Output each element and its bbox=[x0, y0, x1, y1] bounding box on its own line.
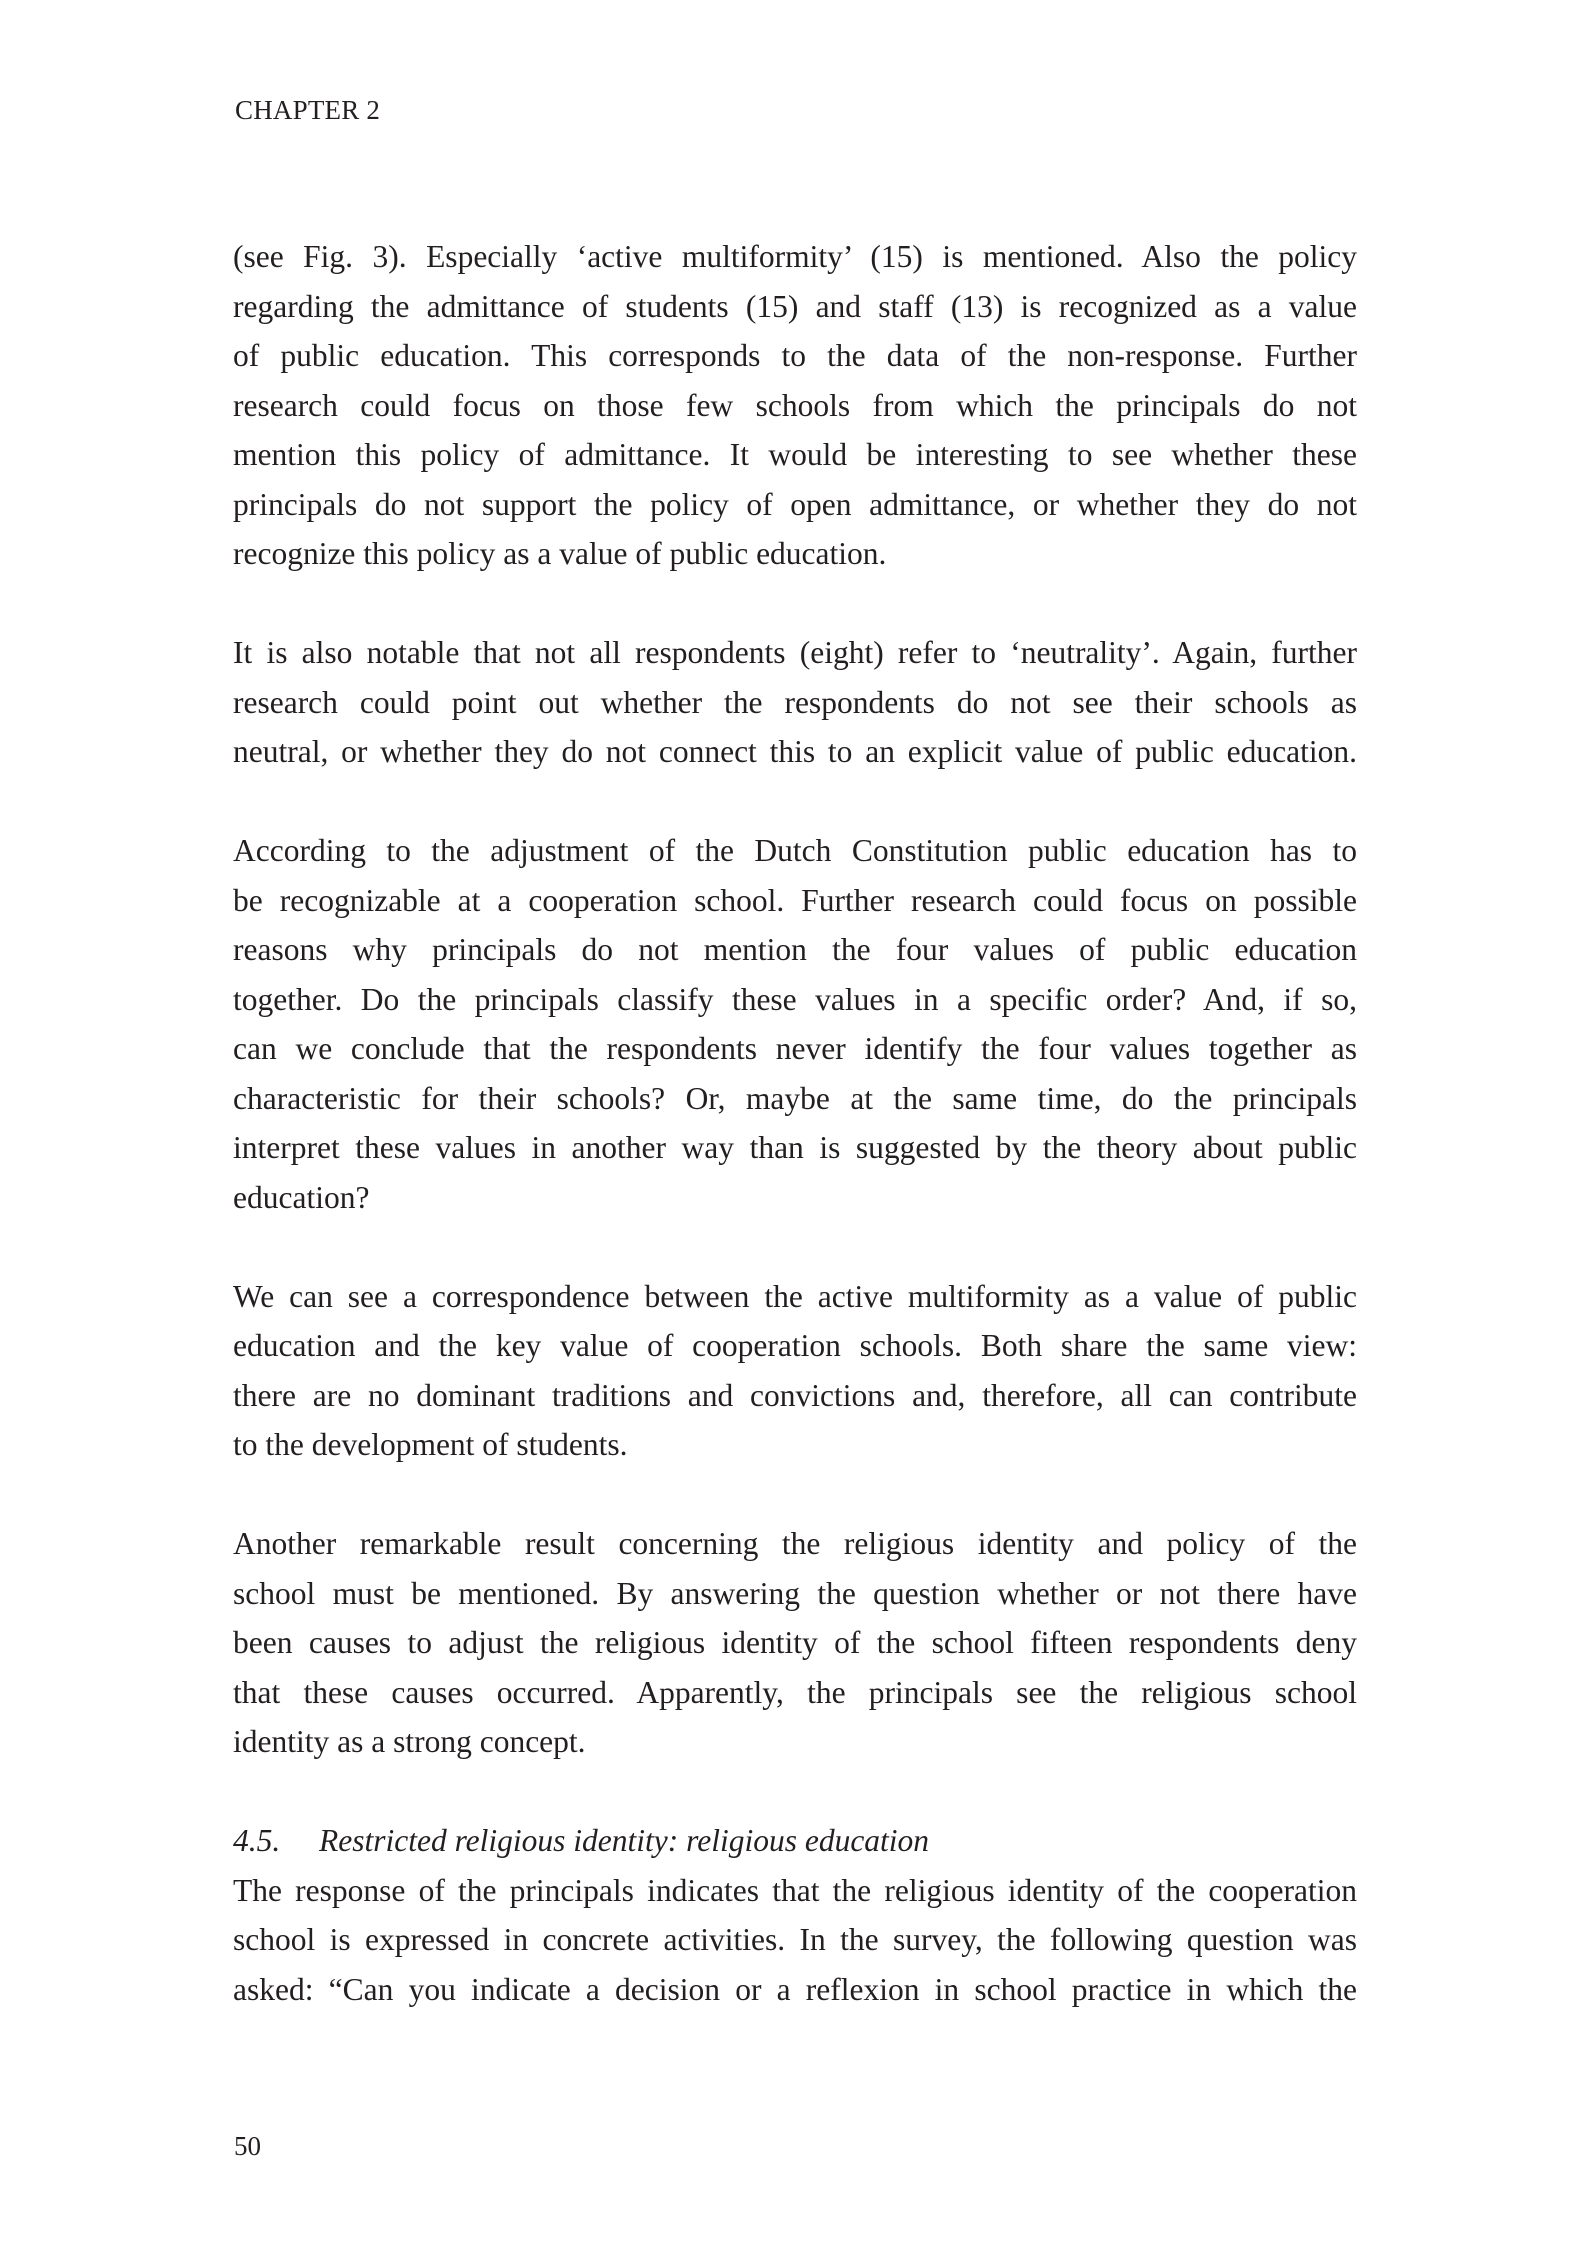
text-line: According to the adjustment of the Dutch Constitution public education has to bbox=[233, 833, 1357, 868]
text-line: recognize this policy as a value of public education. bbox=[233, 536, 887, 571]
text-line: been causes to adjust the religious identity of the school fifteen respondents deny bbox=[233, 1625, 1357, 1660]
paragraph-3 bbox=[233, 826, 1357, 1222]
text-line: neutral, or whether they do not connect this to an explicit value of public education. bbox=[233, 734, 1357, 769]
text-line: principals do not support the policy of open admittance, or whether they do not bbox=[233, 486, 1357, 522]
text-line: Another remarkable result concerning the religious identity and policy of the bbox=[233, 1526, 1357, 1561]
page-number: 50 bbox=[234, 2131, 261, 2161]
section-heading bbox=[233, 1816, 1357, 1866]
paragraph-5 bbox=[233, 1519, 1357, 1767]
text-line: that these causes occurred. Apparently, the principals see the religious school bbox=[233, 1674, 1357, 1710]
running-head-chapter: CHAPTER 2 bbox=[235, 95, 381, 125]
text-line: reasons why principals do not mention the four values of public education bbox=[233, 932, 1357, 967]
text-line: research could point out whether the respondents do not see their schools as bbox=[233, 684, 1357, 720]
paragraph-4 bbox=[233, 1272, 1357, 1470]
section-4-5 bbox=[233, 1816, 1357, 2014]
body-text bbox=[233, 232, 1357, 2014]
text-line: to the development of students. bbox=[233, 1427, 628, 1462]
text-line: education and the key value of cooperation schools. Both share the same view: bbox=[233, 1328, 1357, 1363]
text-line: regarding the admittance of students (15) and staff (13) is recognized as a value bbox=[233, 288, 1357, 324]
text-line: school must be mentioned. By answering the question whether or not there have bbox=[233, 1575, 1357, 1611]
text-line: mention this policy of admittance. It would be interesting to see whether these bbox=[233, 437, 1357, 472]
text-line: education? bbox=[233, 1179, 370, 1215]
paragraph-1 bbox=[233, 232, 1357, 579]
text-line: of public education. This corresponds to the data of the non-response. Further bbox=[233, 338, 1357, 373]
text-line: together. Do the principals classify these values in a specific order? And, if so, bbox=[233, 981, 1357, 1017]
text-line: can we conclude that the respondents never identify the four values together as bbox=[233, 1031, 1357, 1066]
section-number: 4.5. bbox=[233, 1823, 281, 1858]
text-line: The response of the principals indicates that the religious identity of the cooperation bbox=[233, 1872, 1357, 1908]
text-line: asked: “Can you indicate a decision or a reflexion in school practice in which the bbox=[233, 1971, 1357, 2007]
text-line: It is also notable that not all respondents (eight) refer to ‘neutrality’. Again, further bbox=[233, 635, 1357, 670]
text-line: We can see a correspondence between the active multiformity as a value of public bbox=[233, 1278, 1357, 1314]
text-line: school is expressed in concrete activities. In the survey, the following question was bbox=[233, 1922, 1357, 1957]
text-line: there are no dominant traditions and convictions and, therefore, all can contribute bbox=[233, 1377, 1357, 1413]
text-line: interpret these values in another way than is suggested by the theory about public bbox=[233, 1130, 1357, 1165]
text-line: be recognizable at a cooperation school. Further research could focus on possible bbox=[233, 882, 1357, 918]
text-line: (see Fig. 3). Especially ‘active multiformity’ (15) is mentioned. Also the policy bbox=[233, 239, 1357, 274]
text-line: characteristic for their schools? Or, maybe at the same time, do the principals bbox=[233, 1080, 1357, 1116]
text-line: identity as a strong concept. bbox=[233, 1724, 586, 1759]
section-title: Restricted religious identity: religious education bbox=[319, 1823, 930, 1858]
paragraph-2 bbox=[233, 628, 1357, 777]
text-line: research could focus on those few schools from which the principals do not bbox=[233, 387, 1357, 423]
